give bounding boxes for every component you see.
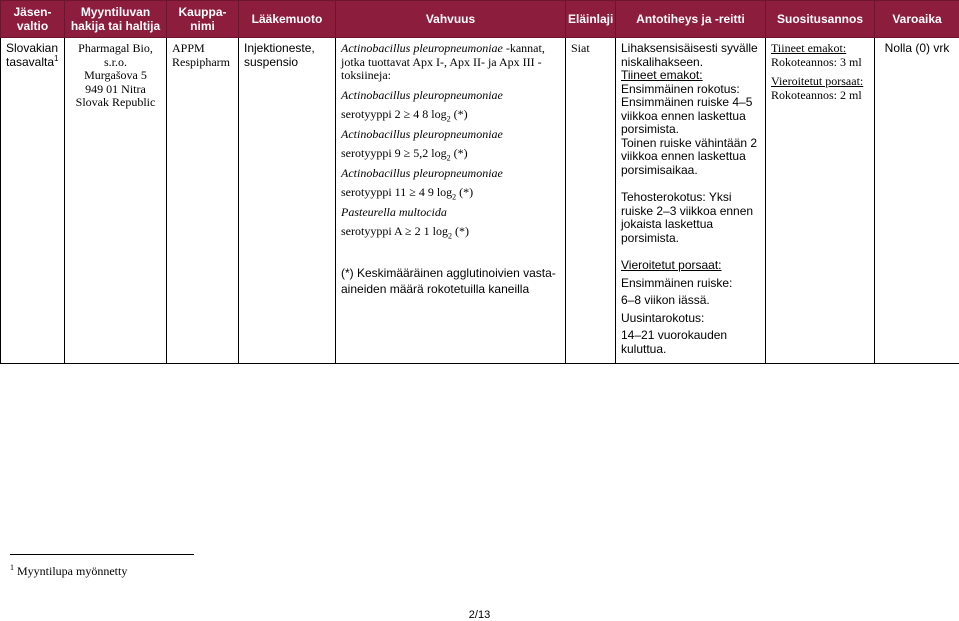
table-header-row — [1, 1, 959, 38]
strength-item: Pasteurella multocida serotyyppi A ≥ 2 1 $\log_2$ (*) — [341, 206, 560, 239]
table-row — [1, 38, 959, 364]
header-form: Lääkemuoto — [239, 1, 336, 38]
holder-line: 949 01 Nitra — [70, 83, 161, 97]
header-species: Eläinlaji — [566, 1, 616, 38]
cell-member-state: Slovakian tasavalta$^1$ — [1, 38, 65, 364]
header-route: Antotiheys ja -reitti — [616, 1, 766, 38]
cell-withdrawal: Nolla (0) vrk — [875, 38, 959, 364]
strength-item: Actinobacillus pleuropneumoniae serotyyppi 11 ≥ 4 9 $\log_2$ (*) — [341, 167, 560, 200]
cell-form: Injektioneste, suspensio — [239, 38, 336, 364]
header-dose: Suositusannos — [766, 1, 875, 38]
cell-holder — [65, 38, 167, 364]
page-number: 2/13 — [0, 609, 959, 621]
holder-line: Pharmagal Bio, s.r.o. — [70, 42, 161, 69]
strength-item: Actinobacillus pleuropneumoniae serotyyppi 2 ≥ 4 8 $\log_2$ (*) — [341, 89, 560, 122]
strength-intro: Actinobacillus pleuropneumoniae -kannat, jotka tuottavat Apx I-, Apx II- ja Apx III -toksiineja: — [341, 42, 560, 83]
header-strength: Vahvuus — [336, 1, 566, 38]
cell-route: Lihaksensisäisesti syvälle niskalihakseen. Tiineet emakot: Ensimmäinen rokotus: Ensimmäinen ruiske 4–5 viikkoa ennen laskettua porsimista. Toinen ruiske vähintään 2 viikkoa ennen laskettua porsimisaikaa. Tehosterokotus: Yksi ruiske 2–3 viikkoa ennen jokaista laskettua porsimista. Vieroitetut porsaat: Ensimmäinen ruiske: 6–8 viikon iässä. Uusintarokotus: 14–21 vuorokauden kuluttua. — [616, 38, 766, 364]
header-member-state: Jäsen-valtio — [1, 1, 65, 38]
cell-strength — [336, 38, 566, 364]
strength-item: Actinobacillus pleuropneumoniae serotyyppi 9 ≥ 5,2 $\log_2$ (*) — [341, 128, 560, 161]
header-trade-name: Kauppa-nimi — [167, 1, 239, 38]
cell-dose: Tiineet emakot: Rokoteannos: 3 ml Vieroitetut porsaat: Rokoteannos: 2 ml — [766, 38, 875, 364]
cell-species: Siat — [566, 38, 616, 364]
cell-trade-name: APPM Respipharm — [167, 38, 239, 364]
strength-footnote: (*) Keskimääräinen agglutinoivien vasta-aineiden määrä rokotetuilla kaneilla — [341, 265, 560, 297]
header-withdrawal: Varoaika — [875, 1, 959, 38]
footnote-rule — [10, 554, 194, 555]
footnote: $^1$ Myyntilupa myönnetty — [10, 564, 127, 579]
holder-line: Murgašova 5 — [70, 69, 161, 83]
header-holder: Myyntiluvan hakija tai haltija — [65, 1, 167, 38]
holder-line: Slovak Republic — [70, 96, 161, 110]
